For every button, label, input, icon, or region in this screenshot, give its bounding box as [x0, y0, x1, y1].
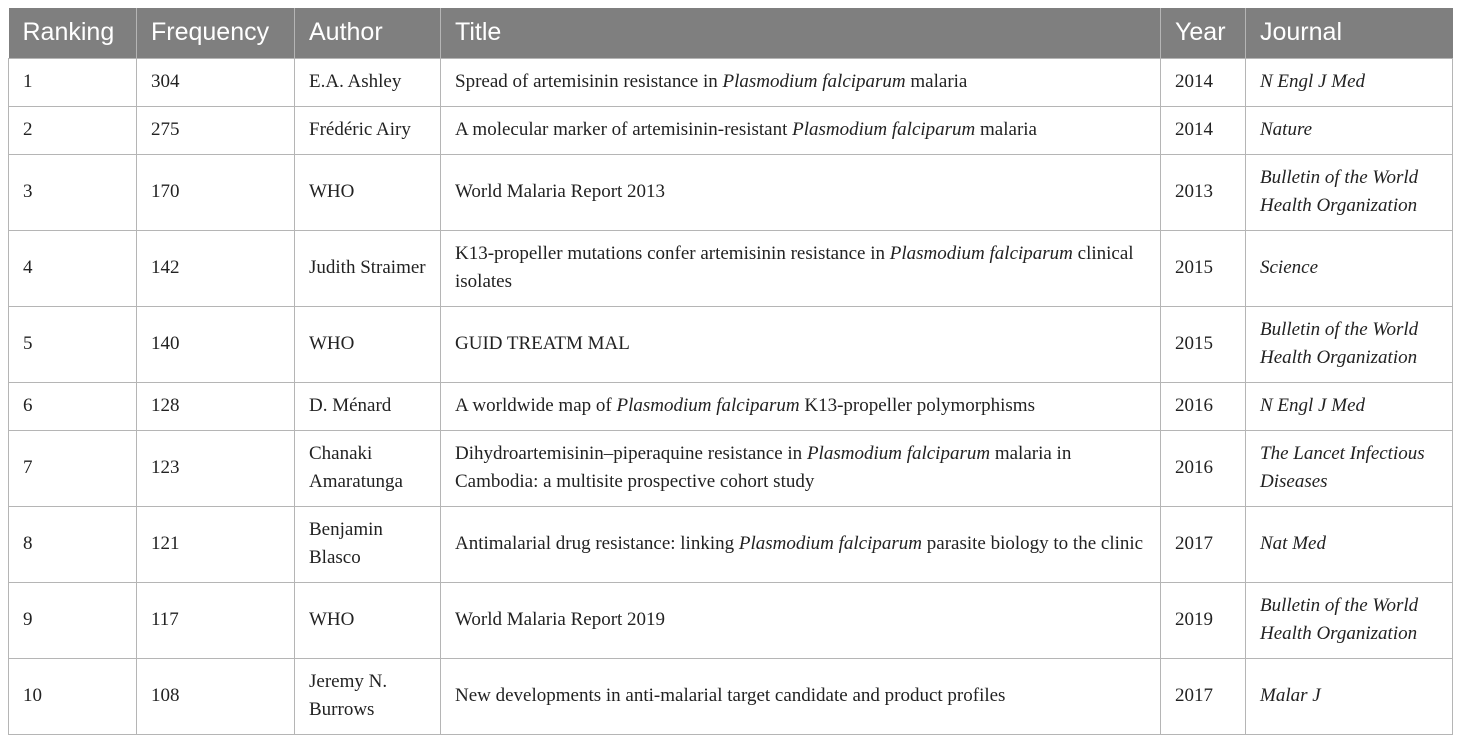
cell-ranking: 9 — [9, 582, 137, 658]
cell-journal: N Engl J Med — [1246, 382, 1453, 430]
title-text: Antimalarial drug resistance: linking — [455, 533, 739, 554]
cell-title — [441, 106, 1161, 154]
cell-frequency: 140 — [137, 306, 295, 382]
cell-ranking: 10 — [9, 658, 137, 734]
cell-frequency: 304 — [137, 58, 295, 106]
cell-year: 2014 — [1161, 58, 1246, 106]
cell-author: WHO — [295, 306, 441, 382]
cell-frequency: 142 — [137, 230, 295, 306]
cell-year: 2016 — [1161, 430, 1246, 506]
title-species: Plasmodium falciparum — [792, 119, 976, 140]
cell-author: Judith Straimer — [295, 230, 441, 306]
table-row — [9, 382, 1453, 430]
cell-title — [441, 230, 1161, 306]
cell-journal: Bulletin of the World Health Organization — [1246, 306, 1453, 382]
title-species: Plasmodium falciparum — [616, 395, 800, 416]
cell-year: 2017 — [1161, 658, 1246, 734]
title-text: K13-propeller polymorphisms — [799, 395, 1035, 416]
cell-ranking: 2 — [9, 106, 137, 154]
cell-title — [441, 658, 1161, 734]
cell-author: Chanaki Amaratunga — [295, 430, 441, 506]
cell-frequency: 123 — [137, 430, 295, 506]
header-year: Year — [1161, 8, 1246, 58]
title-species: Plasmodium falciparum — [889, 243, 1073, 264]
cell-frequency: 108 — [137, 658, 295, 734]
cell-journal: Malar J — [1246, 658, 1453, 734]
cell-frequency: 117 — [137, 582, 295, 658]
cell-journal: Nature — [1246, 106, 1453, 154]
table-row — [9, 230, 1453, 306]
header-journal: Journal — [1246, 8, 1453, 58]
cell-ranking: 8 — [9, 506, 137, 582]
title-text: clinical isolates — [455, 243, 1134, 292]
cell-author: E.A. Ashley — [295, 58, 441, 106]
cell-year: 2013 — [1161, 154, 1246, 230]
table-row — [9, 506, 1453, 582]
cell-year: 2017 — [1161, 506, 1246, 582]
cell-journal: Nat Med — [1246, 506, 1453, 582]
table-row — [9, 582, 1453, 658]
cell-frequency: 128 — [137, 382, 295, 430]
cell-author: WHO — [295, 154, 441, 230]
cell-frequency: 121 — [137, 506, 295, 582]
cell-title — [441, 306, 1161, 382]
title-text: A worldwide map of — [455, 395, 617, 416]
table-row — [9, 58, 1453, 106]
title-text: World Malaria Report 2013 — [455, 181, 666, 202]
header-author: Author — [295, 8, 441, 58]
cell-ranking: 1 — [9, 58, 137, 106]
title-text: parasite biology to the clinic — [922, 533, 1144, 554]
title-text: Dihydroartemisinin–piperaquine resistance in — [455, 443, 807, 464]
cell-title — [441, 154, 1161, 230]
cell-frequency: 170 — [137, 154, 295, 230]
cell-author: WHO — [295, 582, 441, 658]
cell-ranking: 3 — [9, 154, 137, 230]
cell-journal: N Engl J Med — [1246, 58, 1453, 106]
cell-journal: The Lancet Infectious Diseases — [1246, 430, 1453, 506]
header-ranking: Ranking — [9, 8, 137, 58]
title-text: Spread of artemisinin resistance in — [455, 71, 723, 92]
header-title: Title — [441, 8, 1161, 58]
cell-title — [441, 430, 1161, 506]
cell-author: Frédéric Airy — [295, 106, 441, 154]
title-text: malaria in Cambodia: a multisite prospective cohort study — [455, 443, 1072, 492]
cell-journal: Bulletin of the World Health Organization — [1246, 582, 1453, 658]
cell-journal: Science — [1246, 230, 1453, 306]
header-row — [9, 8, 1453, 58]
cell-year: 2019 — [1161, 582, 1246, 658]
cell-author: D. Ménard — [295, 382, 441, 430]
cell-title — [441, 382, 1161, 430]
title-species: Plasmodium falciparum — [806, 443, 991, 464]
title-species: Plasmodium falciparum — [738, 533, 923, 554]
title-text: GUID TREATM MAL — [455, 333, 630, 354]
title-text: malaria — [905, 71, 968, 92]
table-row — [9, 306, 1453, 382]
table-row — [9, 154, 1453, 230]
title-text: malaria — [975, 119, 1037, 140]
cell-year: 2014 — [1161, 106, 1246, 154]
cell-author: Jeremy N. Burrows — [295, 658, 441, 734]
citation-table — [8, 8, 1453, 735]
title-text: A molecular marker of artemisinin-resistant — [455, 119, 793, 140]
cell-year: 2015 — [1161, 306, 1246, 382]
cell-year: 2015 — [1161, 230, 1246, 306]
cell-ranking: 4 — [9, 230, 137, 306]
header-frequency: Frequency — [137, 8, 295, 58]
table-container — [8, 8, 1452, 735]
cell-ranking: 5 — [9, 306, 137, 382]
cell-title — [441, 506, 1161, 582]
cell-frequency: 275 — [137, 106, 295, 154]
cell-author: Benjamin Blasco — [295, 506, 441, 582]
title-text: New developments in anti-malarial target candidate and product profiles — [455, 685, 1006, 706]
title-text: K13-propeller mutations confer artemisinin resistance in — [455, 243, 890, 264]
cell-ranking: 7 — [9, 430, 137, 506]
title-species: Plasmodium falciparum — [722, 71, 906, 92]
cell-journal: Bulletin of the World Health Organization — [1246, 154, 1453, 230]
table-row — [9, 430, 1453, 506]
cell-year: 2016 — [1161, 382, 1246, 430]
title-text: World Malaria Report 2019 — [455, 609, 666, 630]
cell-title — [441, 582, 1161, 658]
table-row — [9, 106, 1453, 154]
table-row — [9, 658, 1453, 734]
cell-ranking: 6 — [9, 382, 137, 430]
cell-title — [441, 58, 1161, 106]
